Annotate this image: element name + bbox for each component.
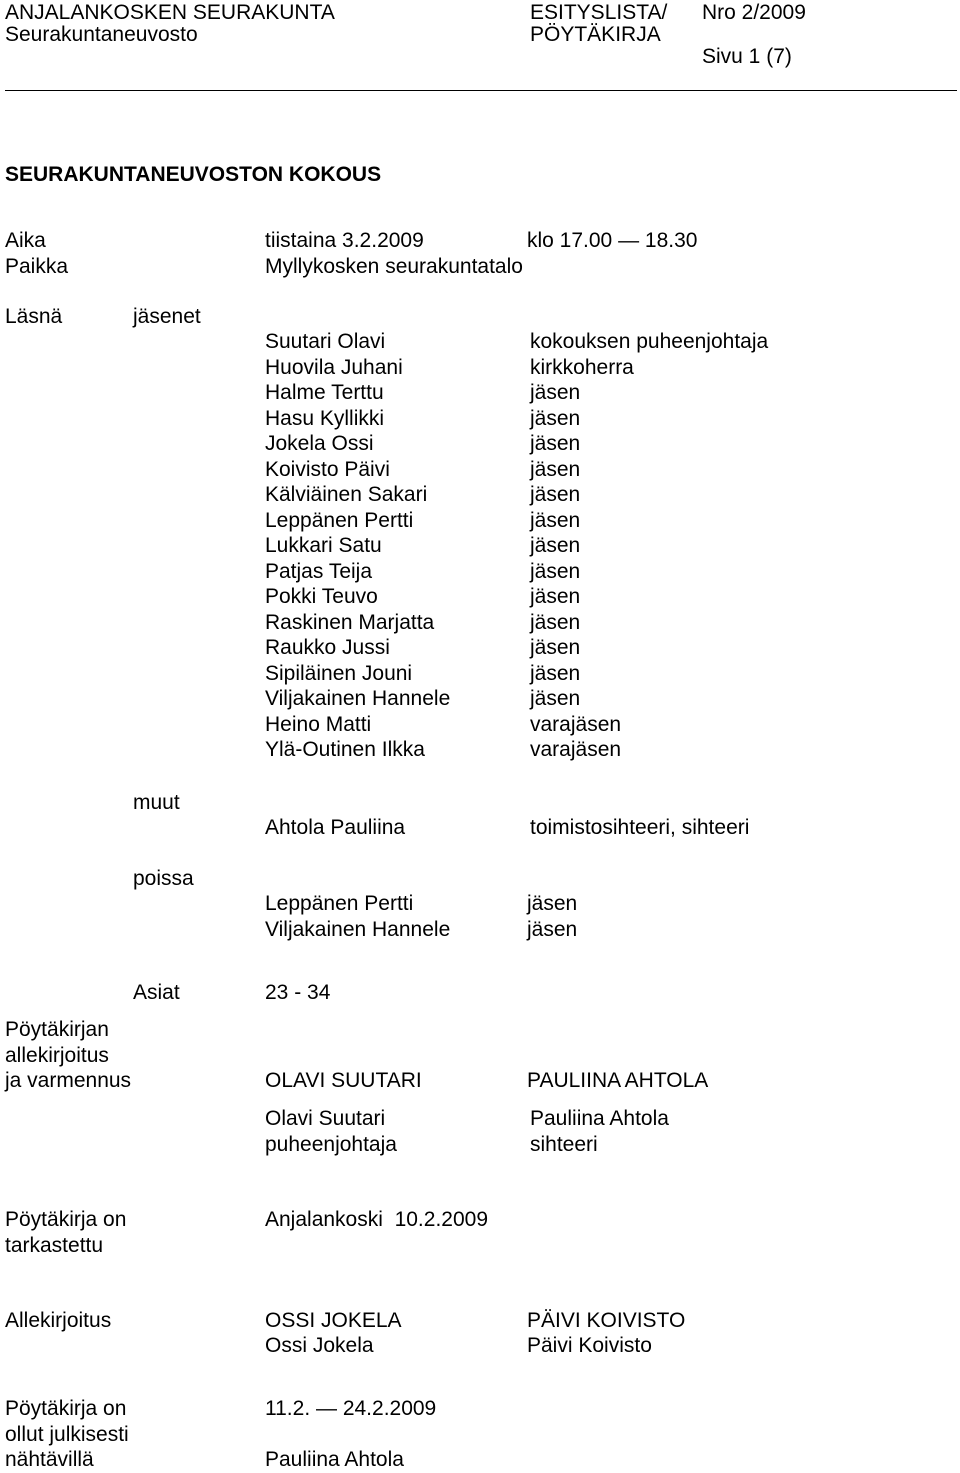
member-name: Jokela Ossi <box>265 432 374 455</box>
member-name: Suutari Olavi <box>265 330 386 353</box>
review-value: Anjalankoski 10.2.2009 <box>265 1208 488 1231</box>
member-name: Patjas Teija <box>265 559 373 583</box>
page-title: SEURAKUNTANEUVOSTON KOKOUS <box>5 163 382 186</box>
member-role: jäsen <box>530 457 581 481</box>
display-label-2: ollut julkisesti <box>5 1423 129 1446</box>
member-name: Pokki Teuvo <box>265 585 378 608</box>
signing-label-2: allekirjoitus <box>5 1044 109 1067</box>
member-role: jäsen <box>530 661 581 685</box>
member-role: kirkkoherra <box>530 355 634 379</box>
header-doc-type-2: PÖYTÄKIRJA <box>530 23 661 46</box>
absent-name: Viljakainen Hannele <box>265 918 451 941</box>
display-label: Pöytäkirja on <box>5 1397 127 1420</box>
review-label: Pöytäkirja on <box>5 1208 127 1231</box>
member-name: Viljakainen Hannele <box>265 687 451 710</box>
signing-label-3: ja varmennus <box>5 1069 132 1092</box>
meeting-place: Myllykosken seurakuntatalo <box>265 255 523 278</box>
member-name: Kälviäinen Sakari <box>265 483 428 506</box>
reviewer-1-caps: OSSI JOKELA <box>265 1309 402 1332</box>
member-name: Halme Terttu <box>265 381 384 404</box>
signer-2-caps: PAULIINA AHTOLA <box>527 1069 709 1092</box>
absent-label: poissa <box>133 867 194 890</box>
items-value: 23 - 34 <box>265 981 331 1004</box>
member-role: jäsen <box>530 381 581 404</box>
signer-1-role: puheenjohtaja <box>265 1133 397 1156</box>
header-number: Nro 2/2009 <box>702 1 806 24</box>
items-label: Asiat <box>133 981 180 1004</box>
member-role: jäsen <box>530 610 581 634</box>
meeting-date: tiistaina 3.2.2009 <box>265 229 424 252</box>
member-name: Raukko Jussi <box>265 636 390 659</box>
member-name: Ylä-Outinen Ilkka <box>265 738 425 761</box>
time-label: Aika <box>5 229 46 252</box>
member-role: jäsen <box>530 585 581 608</box>
member-name: Koivisto Päivi <box>265 457 390 481</box>
header-doc-type: ESITYSLISTA/ <box>530 1 668 24</box>
reviewer-2-name: Päivi Koivisto <box>527 1334 652 1357</box>
signer-2-name: Pauliina Ahtola <box>530 1107 669 1130</box>
place-label: Paikka <box>5 255 69 278</box>
absent-name: Leppänen Pertti <box>265 892 414 915</box>
member-role: jäsen <box>530 687 581 710</box>
signer-1-name: Olavi Suutari <box>265 1107 386 1130</box>
member-name: Hasu Kyllikki <box>265 406 385 430</box>
display-label-3: nähtävillä <box>5 1448 94 1471</box>
reviewer-1-name: Ossi Jokela <box>265 1334 374 1357</box>
display-dates: 11.2. — 24.2.2009 <box>265 1397 437 1420</box>
absent-role: jäsen <box>527 918 578 941</box>
reviewers-label: Allekirjoitus <box>5 1309 112 1332</box>
header-page: Sivu 1 (7) <box>702 45 792 68</box>
signer-1-caps: OLAVI SUUTARI <box>265 1069 422 1092</box>
present-label: Läsnä <box>5 305 63 328</box>
member-name: Leppänen Pertti <box>265 508 414 532</box>
member-name: Huovila Juhani <box>265 355 403 379</box>
reviewer-2-caps: PÄIVI KOIVISTO <box>527 1309 686 1332</box>
signer-2-role: sihteeri <box>530 1133 598 1156</box>
member-name: Sipiläinen Jouni <box>265 661 413 685</box>
member-role: jäsen <box>530 636 581 659</box>
member-role: jäsen <box>530 534 581 557</box>
member-role: varajäsen <box>530 712 622 736</box>
other-name: Ahtola Pauliina <box>265 816 406 839</box>
other-role: toimistosihteeri, sihteeri <box>530 816 750 839</box>
member-role: jäsen <box>530 483 581 506</box>
member-role: jäsen <box>530 406 581 430</box>
header-org: ANJALANKOSKEN SEURAKUNTA <box>5 1 335 24</box>
member-name: Heino Matti <box>265 712 372 736</box>
members-label: jäsenet <box>133 305 201 328</box>
member-name: Raskinen Marjatta <box>265 610 435 634</box>
member-role: jäsen <box>530 508 581 532</box>
signing-label: Pöytäkirjan <box>5 1018 109 1041</box>
member-role: kokouksen puheenjohtaja <box>530 330 769 353</box>
others-label: muut <box>133 791 180 814</box>
absent-role: jäsen <box>527 892 578 915</box>
member-role: jäsen <box>530 559 581 583</box>
header-body: Seurakuntaneuvosto <box>5 23 198 46</box>
header-divider <box>5 90 957 91</box>
member-role: varajäsen <box>530 738 622 761</box>
display-person: Pauliina Ahtola <box>265 1448 404 1471</box>
member-name: Lukkari Satu <box>265 534 382 557</box>
member-role: jäsen <box>530 432 581 455</box>
review-label-2: tarkastettu <box>5 1234 104 1257</box>
meeting-time: klo 17.00 — 18.30 <box>527 229 698 252</box>
